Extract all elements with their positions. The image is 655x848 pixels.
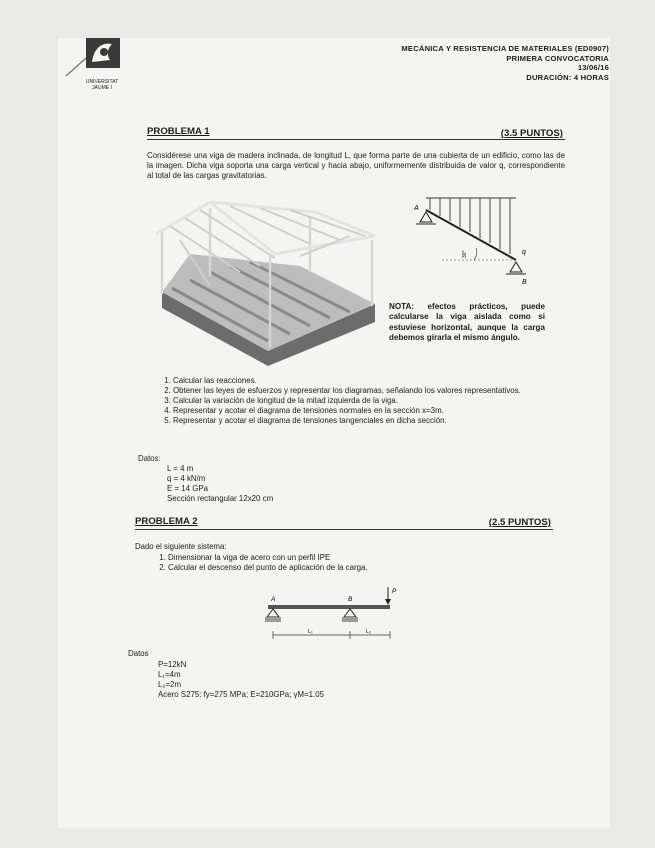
data-item: L₂=2m [158,680,182,689]
data-item: q = 4 kN/m [167,474,206,483]
task-item: 1. Dimensionar la viga de acero con un perfil IPE [168,553,508,563]
logo-name [72,79,132,91]
task-item: 4. Representar y acotar el diagrama de tensiones normales en la sección x=3m. [173,406,573,416]
data-item: L₁=4m [158,670,181,679]
university-logo [72,36,132,91]
data-item: E = 14 GPa [167,484,209,493]
label-l2: L₂ [366,629,372,635]
label-l1: L₁ [308,629,313,635]
logo-line2: JAUME I [92,85,112,91]
label-a: A [414,205,419,212]
label-a: A [271,596,276,603]
course-name: MECÁNICA Y RESISTENCIA DE MATERIALES (ED0907) [401,44,609,53]
task-item: 1. Calcular las reacciones. [173,376,573,386]
logo-line1: UNIVERSITAT [85,79,119,85]
problem1-data [167,464,273,504]
problem2-data-title: Datos [128,649,149,658]
problem1-statement: Considérese una viga de madera inclinada, de longitud L, que forma parte de una cubierta de un edificio, como las de la imagen. Dicha viga soporta una carga vertical y hacia abajo, uniformemente distribuida de valor q, correspondiente al total de las cargas gravitatorias. [147,151,565,181]
problem2-rule [135,529,553,530]
exam-header [401,44,609,82]
task-item: 3. Calcular la variación de longitud de la mitad izquierda de la viga. [173,396,573,406]
roof-structure-image [150,196,380,366]
exam-duration: DURACIÓN: 4 HORAS [526,72,609,82]
logo-emblem-icon [72,36,132,72]
problem1-tasks [155,376,573,426]
problem1-points: (3.5 PUNTOS) [500,128,563,139]
exam-date: 13/06/16 [577,63,609,73]
label-p: P [392,588,397,595]
problem2-tasks [150,553,508,573]
data-item: Sección rectangular 12x20 cm [167,494,274,503]
label-b: B [348,596,353,603]
problem2-intro: Dado el siguiente sistema: [135,542,227,551]
label-angle: 30° [462,250,468,258]
continuous-beam-diagram [262,585,402,647]
problem1-rule [147,139,565,140]
session-name: PRIMERA CONVOCATORIA [506,53,609,63]
inclined-beam-diagram [412,196,532,290]
data-item: L = 4 m [167,464,194,473]
data-item: Acero S275: fy=275 MPa; E=210GPa; γM=1.05 [158,690,325,699]
problem1-title: PROBLEMA 1 [147,126,210,137]
task-item: 2. Calcular el descenso del punto de aplicación de la carga. [168,563,508,573]
problem1-data-title: Datos: [138,454,161,463]
label-b: B [522,279,527,286]
problem2-points: (2.5 PUNTOS) [488,517,551,528]
label-q: q [522,249,526,256]
problem2-data [158,660,324,700]
problem2-title: PROBLEMA 2 [135,516,198,527]
data-item: P=12kN [158,660,187,669]
task-item: 2. Obtener las leyes de esfuerzos y representar los diagramas, señalando los valores representativos. [173,386,573,396]
task-item: 5. Representar y acotar el diagrama de tensiones tangenciales en dicha sección. [173,416,573,426]
problem1-note: NOTA: efectos prácticos, puede calcularse la viga aislada como si estuviese horizontal, aunque la carga debemos girarla el mismo ángulo. [389,302,545,343]
